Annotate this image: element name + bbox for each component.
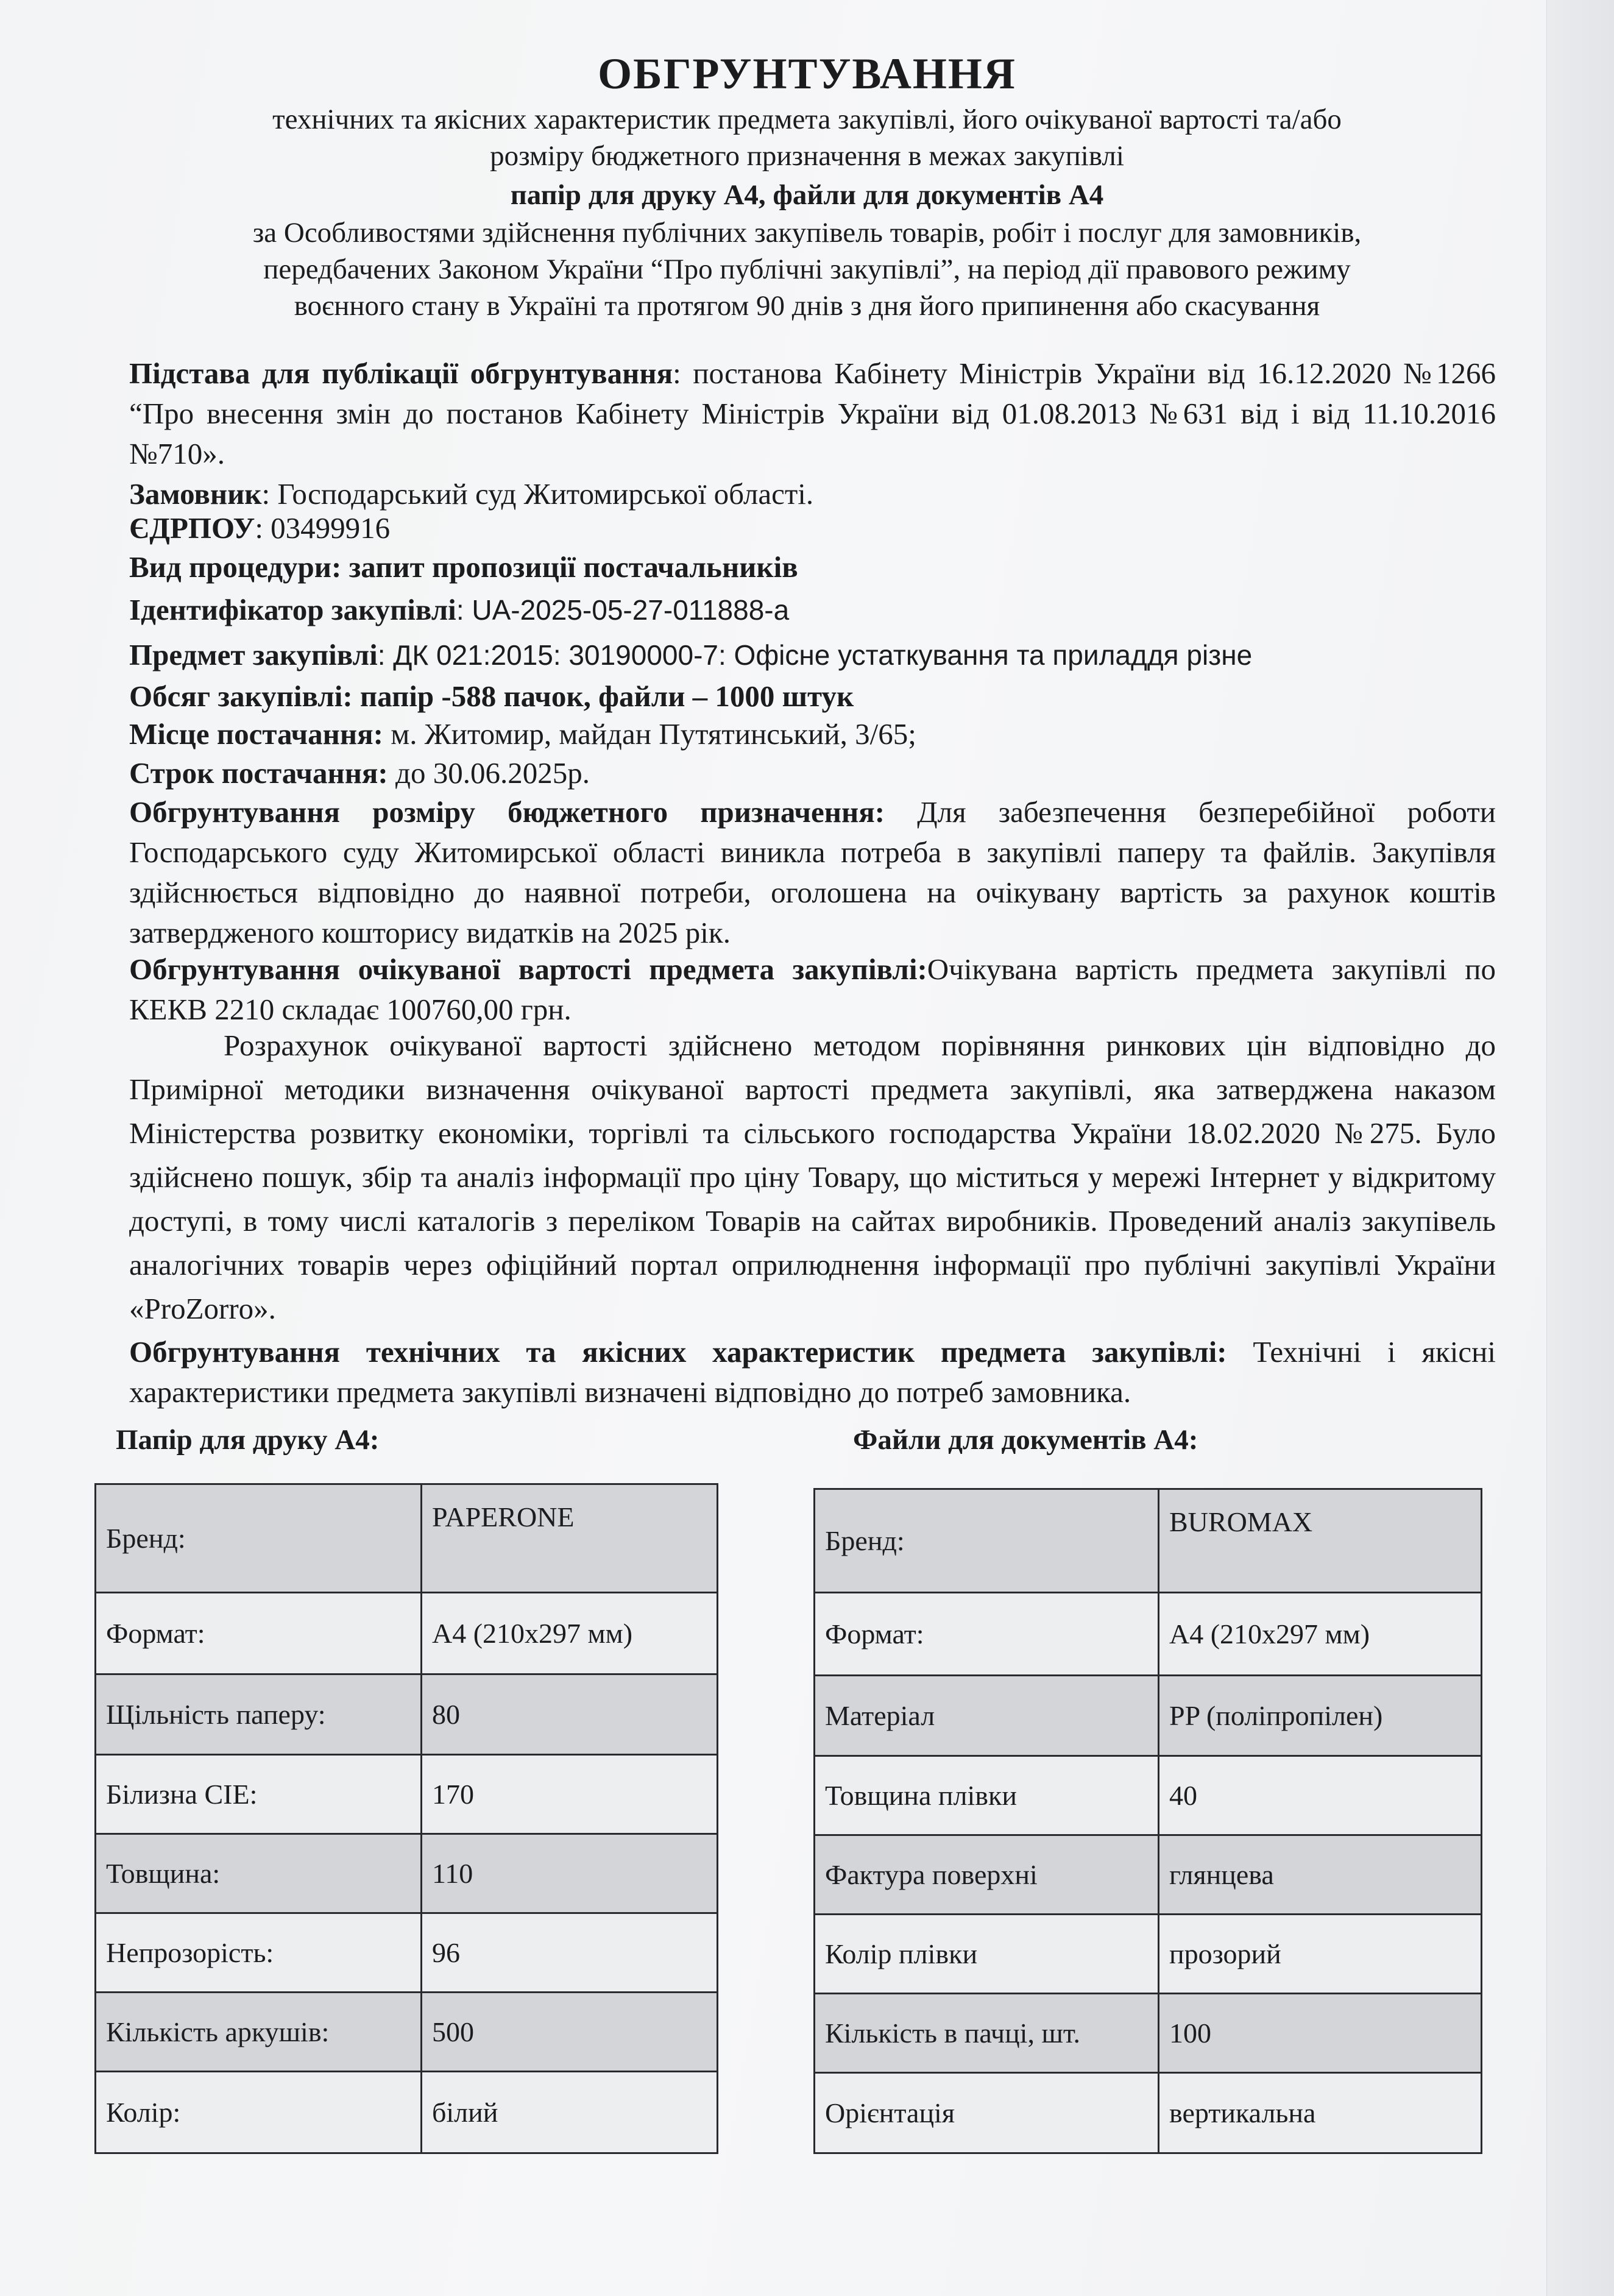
subtitle-line-2: розміру бюджетного призначення в межах закупівлі [490, 140, 1124, 172]
table-cell-name: Непрозорість: [96, 1913, 422, 1993]
paper-spec-table [94, 1483, 718, 2154]
expected-paragraph [129, 949, 1496, 1030]
budget-paragraph [129, 792, 1496, 953]
table-row [96, 1913, 718, 1993]
table-cell-value: BUROMAX [1159, 1489, 1482, 1593]
subject-heading: папір для друку А4, файли для документів А4 [510, 179, 1104, 211]
publication-label: Підстава для публікації обгрунтування [129, 356, 673, 390]
table-row [96, 1674, 718, 1755]
table-cell-value: 110 [422, 1834, 718, 1913]
table-cell-value: білий [422, 2072, 718, 2153]
table-cell-name: Формат: [96, 1593, 422, 1674]
table-cell-value: глянцева [1159, 1835, 1482, 1915]
procedure-label: Вид процедури [129, 550, 332, 584]
table-cell-value: прозорий [1159, 1915, 1482, 1994]
table-cell-name: Бренд: [96, 1484, 422, 1593]
budget-text: Для забезпечення безперебійної роботи Господарського суду Житомирської області виникла потреба в закупівлі паперу та файлів. Закупівля здійснюється відповідно до наявної потреби, оголошена на очікувану вартість за рахунок коштів затвердженого кошторису видатків на 2025 рік. [129, 795, 1496, 949]
expected-text: Очікувана вартість предмета закупівлі по КЕКВ 2210 складає 100760,00 грн. [129, 952, 1496, 1026]
table-row [815, 1676, 1482, 1756]
term-value: до 30.06.2025р. [388, 756, 590, 790]
table-row [96, 1593, 718, 1674]
subject-value: : ДК 021:2015: 30190000-7: Офісне устаткування та приладдя різне [377, 639, 1253, 671]
table-cell-name: Щільність паперу: [96, 1674, 422, 1755]
calculation-paragraph [129, 1024, 1496, 1331]
table-cell-value: вертикальна [1159, 2073, 1482, 2153]
term-row [129, 753, 1496, 793]
table-cell-value: 96 [422, 1913, 718, 1993]
publication-basis [129, 353, 1496, 474]
subject-row [129, 635, 1496, 675]
table-cell-name: Білизна CIE: [96, 1755, 422, 1834]
subject-label: Предмет закупівлі [129, 638, 378, 671]
customer-value: : Господарський суд Житомирської області. [261, 477, 814, 511]
table-row [96, 1484, 718, 1593]
publication-text: : постанова Кабінету Міністрів України від 16.12.2020 №1266 “Про внесення змін до постанов Кабінету Міністрів України від 01.08.2013 №631 від і від 11.10.2016 №710». [129, 356, 1496, 470]
identifier-value: : UA-2025-05-27-011888-a [456, 594, 790, 626]
place-label: Місце постачання: [129, 717, 383, 751]
table-cell-name: Орієнтація [815, 2073, 1159, 2153]
procedure-row [129, 547, 1496, 587]
edrpou-label: ЄДРПОУ [129, 511, 255, 545]
table-row [815, 1593, 1482, 1676]
technical-text: Технічні і якісні характеристики предмета закупівлі визначені відповідно до потреб замовника. [129, 1335, 1496, 1409]
volume-label: Обсяг закупівлі: папір -588 пачок, файли – 1000 штук [129, 679, 854, 713]
place-value: м. Житомир, майдан Путятинський, 3/65; [383, 717, 916, 751]
procedure-value: : запит пропозиції постачальників [331, 550, 798, 584]
place-row [129, 714, 1496, 754]
customer-label: Замовник [129, 477, 262, 511]
paper-table-caption: Папір для друку А4: [116, 1424, 380, 1456]
table-cell-name: Колір плівки [815, 1915, 1159, 1994]
paper-edge [1546, 0, 1614, 2296]
basis-line-1: за Особливостями здійснення публічних закупівель товарів, робіт і послуг для замовників, [252, 217, 1362, 249]
table-row [815, 2073, 1482, 2153]
table-cell-name: Кількість аркушів: [96, 1993, 422, 2072]
table-cell-value: 40 [1159, 1756, 1482, 1835]
table-cell-value: PP (поліпропілен) [1159, 1676, 1482, 1756]
table-cell-value: PAPERONE [422, 1484, 718, 1593]
basis-line-3: воєнного стану в Україні та протягом 90 днів з дня його припинення або скасування [294, 290, 1320, 322]
identifier-label: Ідентифікатор закупівлі [129, 593, 456, 626]
table-cell-name: Колір: [96, 2072, 422, 2153]
table-row [815, 1756, 1482, 1835]
table-cell-name: Товщина: [96, 1834, 422, 1913]
table-row [96, 1755, 718, 1834]
table-cell-name: Матеріал [815, 1676, 1159, 1756]
table-row [815, 1915, 1482, 1994]
table-cell-name: Кількість в пачці, шт. [815, 1994, 1159, 2073]
edrpou-value: : 03499916 [255, 511, 391, 545]
table-row [815, 1489, 1482, 1593]
table-cell-value: 500 [422, 1993, 718, 2072]
table-row [96, 2072, 718, 2153]
expected-label: Обгрунтування очікуваної вартості предмета закупівлі: [129, 952, 927, 986]
edrpou-row [129, 508, 1496, 548]
table-cell-name: Товщина плівки [815, 1756, 1159, 1835]
budget-label: Обгрунтування розміру бюджетного призначення: [129, 795, 885, 829]
technical-label: Обгрунтування технічних та якісних характеристик предмета закупівлі: [129, 1335, 1227, 1369]
table-cell-name: Формат: [815, 1593, 1159, 1676]
technical-paragraph [129, 1332, 1496, 1412]
table-cell-value: 80 [422, 1674, 718, 1755]
table-cell-value: А4 (210х297 мм) [422, 1593, 718, 1674]
table-row [96, 1993, 718, 2072]
calculation-text: Розрахунок очікуваної вартості здійснено методом порівняння ринкових цін відповідно до Примірної методики визначення очікуваної вартості предмета закупівлі, яка затверджена наказом Міністерства розвитку економіки, торгівлі та сільського господарства України 18.02.2020 №275. Було здійснено пошук, збір та аналіз інформації про ціну Товару, що міститься у мережі Інтернет у відкритому доступі, в тому числі каталогів з переліком Товарів на сайтах виробників. Проведений аналіз закупівель аналогічних товарів через офіційний портал оприлюднення інформації про публічні закупівлі України «ProZorro». [129, 1029, 1496, 1325]
subtitle-line-1: технічних та якісних характеристик предмета закупівлі, його очікуваної вартості та/або [272, 104, 1342, 135]
table-cell-value: 170 [422, 1755, 718, 1834]
table-row [96, 1834, 718, 1913]
table-row [815, 1994, 1482, 2073]
basis-line-2: передбачених Законом України “Про публічні закупівлі”, на період дії правового режиму [263, 253, 1351, 285]
document-title: ОБГРУНТУВАННЯ [598, 49, 1016, 98]
table-cell-value: А4 (210х297 мм) [1159, 1593, 1482, 1676]
term-label: Строк постачання: [129, 756, 388, 790]
table-cell-name: Бренд: [815, 1489, 1159, 1593]
volume-row [129, 676, 1496, 717]
files-table-caption: Файли для документів А4: [853, 1424, 1198, 1456]
files-spec-table [813, 1488, 1482, 2154]
table-cell-name: Фактура поверхні [815, 1835, 1159, 1915]
table-row [815, 1835, 1482, 1915]
table-cell-value: 100 [1159, 1994, 1482, 2073]
identifier-row [129, 590, 1496, 630]
